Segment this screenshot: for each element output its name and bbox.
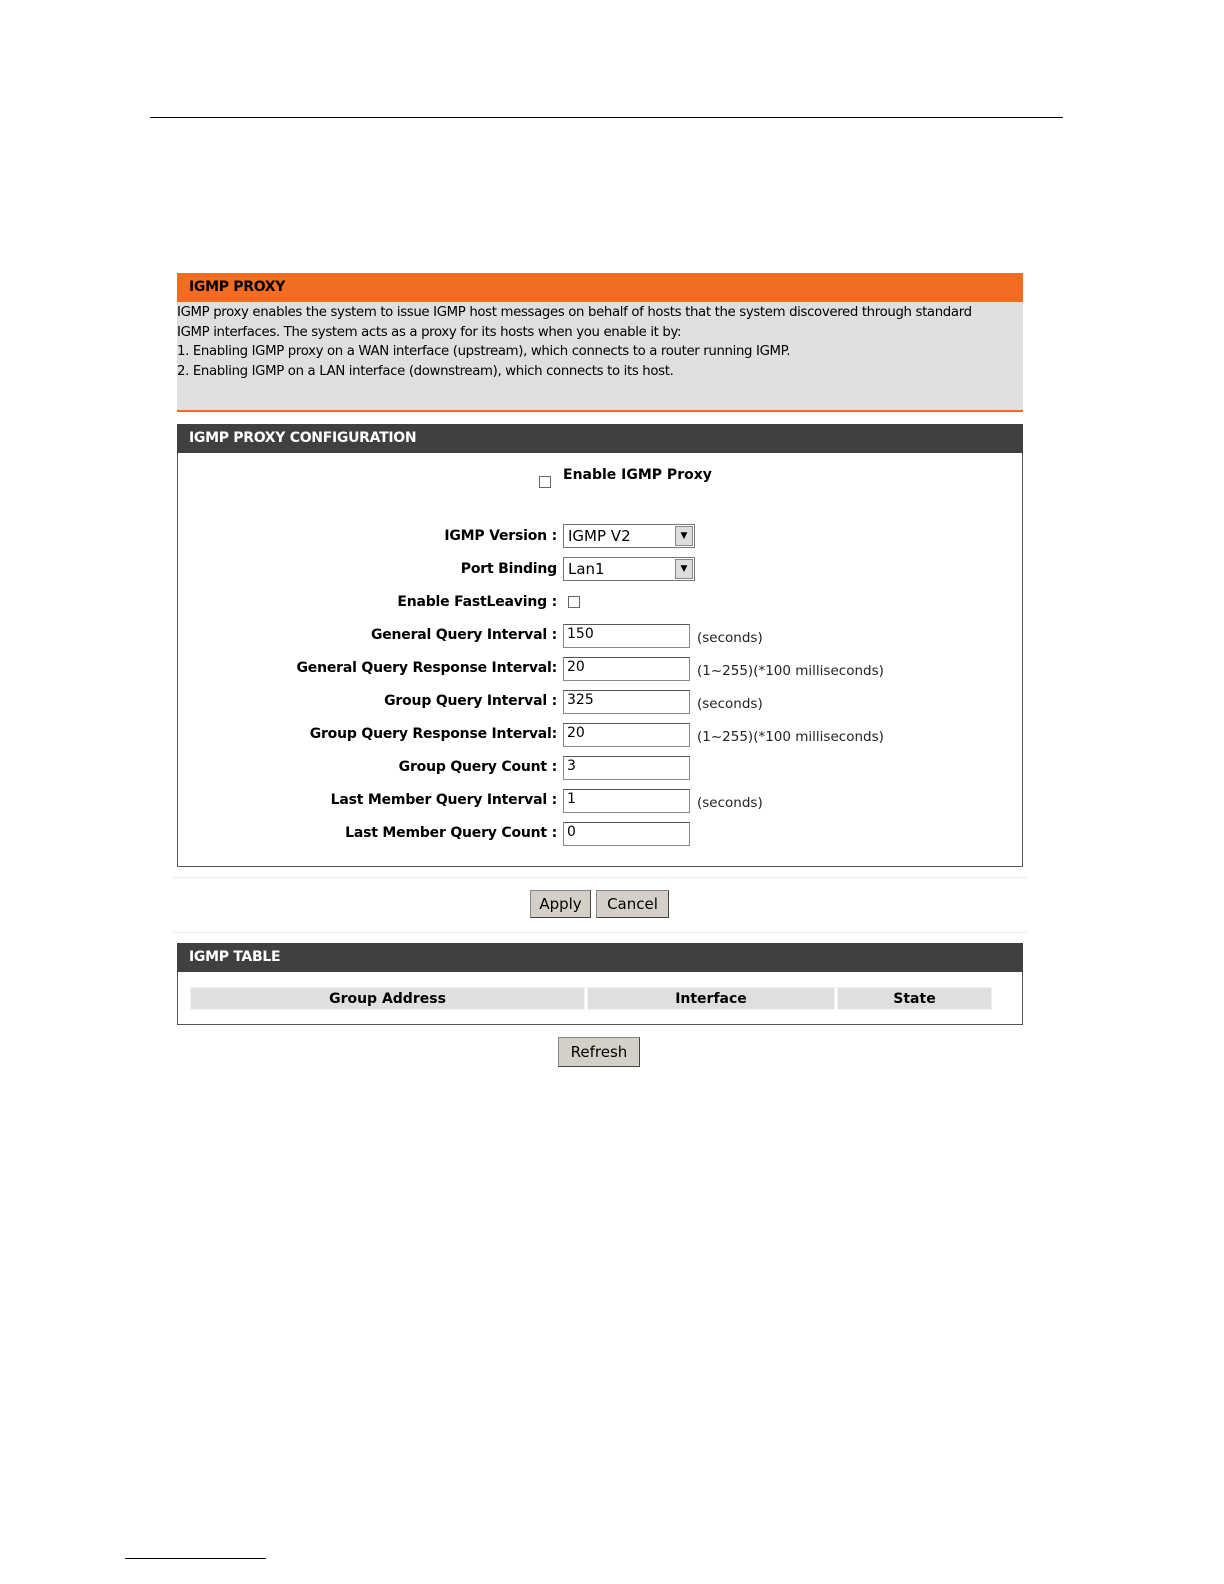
field-note: (seconds) xyxy=(697,795,763,811)
chevron-down-icon: ▼ xyxy=(675,526,693,546)
column-interface: Interface xyxy=(587,987,835,1010)
igmp-version-value: IGMP V2 xyxy=(568,527,631,545)
column-state: State xyxy=(837,987,992,1010)
field-note: (1~255)(*100 milliseconds) xyxy=(697,663,884,679)
port-binding-select[interactable] xyxy=(563,557,695,581)
description-line: 2. Enabling IGMP on a LAN interface (downstream), which connects to its host. xyxy=(177,363,674,379)
field-label: General Query Interval : xyxy=(370,627,557,643)
igmp-proxy-description xyxy=(177,302,1023,412)
field-label: Last Member Query Count : xyxy=(345,825,557,841)
cancel-button[interactable]: Cancel xyxy=(596,890,669,918)
apply-button[interactable]: Apply xyxy=(530,890,591,918)
enable-igmp-proxy-checkbox[interactable] xyxy=(539,476,551,488)
divider xyxy=(172,932,1028,933)
chevron-down-icon: ▼ xyxy=(675,559,693,579)
field-input[interactable]: 20 xyxy=(563,723,690,747)
igmp-version-label: IGMP Version : xyxy=(444,528,557,544)
port-binding-label: Port Binding xyxy=(460,561,557,577)
igmp-table-header: IGMP TABLE xyxy=(177,943,1023,972)
field-input[interactable]: 3 xyxy=(563,756,690,780)
field-note: (seconds) xyxy=(697,696,763,712)
description-line: 1. Enabling IGMP proxy on a WAN interface (upstream), which connects to a router running IGMP. xyxy=(177,344,791,359)
config-header: IGMP PROXY CONFIGURATION xyxy=(177,424,1023,453)
field-input[interactable]: 150 xyxy=(563,624,690,648)
field-note: (1~255)(*100 milliseconds) xyxy=(697,729,884,745)
igmp-proxy-header: IGMP PROXY xyxy=(177,273,1023,302)
enable-igmp-proxy-label: Enable IGMP Proxy xyxy=(563,467,712,483)
field-label: Group Query Response Interval: xyxy=(309,726,557,742)
page-top-rule xyxy=(150,117,1063,118)
field-input[interactable]: 1 xyxy=(563,789,690,813)
field-input[interactable]: 20 xyxy=(563,657,690,681)
fastleaving-checkbox[interactable] xyxy=(568,596,580,608)
field-input[interactable]: 325 xyxy=(563,690,690,714)
field-label: Group Query Interval : xyxy=(384,693,557,709)
field-input[interactable]: 0 xyxy=(563,822,690,846)
refresh-button[interactable]: Refresh xyxy=(558,1037,640,1067)
field-label: Group Query Count : xyxy=(398,759,557,775)
igmp-version-select[interactable] xyxy=(563,524,695,548)
field-note: (seconds) xyxy=(697,630,763,646)
description-line: IGMP interfaces. The system acts as a proxy for its hosts when you enable it by: xyxy=(177,324,682,340)
field-label: General Query Response Interval: xyxy=(296,660,557,676)
divider xyxy=(172,877,1028,878)
field-label: Last Member Query Interval : xyxy=(330,792,557,808)
description-line: IGMP proxy enables the system to issue IGMP host messages on behalf of hosts that the system discovered through standard xyxy=(177,305,972,320)
footer-rule xyxy=(125,1558,266,1559)
fastleaving-label: Enable FastLeaving : xyxy=(397,594,557,610)
port-binding-value: Lan1 xyxy=(568,560,605,578)
column-group-address: Group Address xyxy=(190,987,585,1010)
